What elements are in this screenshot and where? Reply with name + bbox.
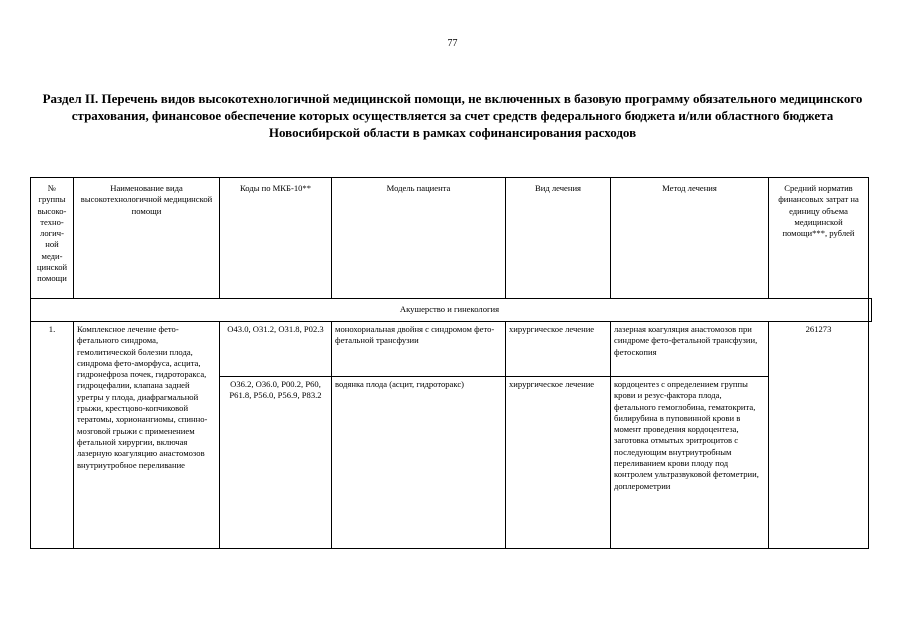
header-icd-codes: Коды по МКБ-10** — [220, 178, 332, 299]
section-title: Раздел II. Перечень видов высокотехнологичной медицинской помощи, не включенных в базовую программу обязательного медицинского страхования, финансовое обеспечение которых осуществляется за счет средств федерального бюджета и/или областного бюджета Новосибирской области в рамках софинансирования расходов — [42, 91, 863, 140]
care-type-name-cell: Комплексное лечение фето-фетального синдрома, гемолитической болезни плода, синдрома фето-аморфуса, асцита, гидронефроза почек, гидроторакса, гидроцефалии, клапана задней уретры у плода, диафрагмальной грыжи, крестцово-копчиковой тератомы, хорионангиомы, спинно-мозговой грыжи с применением фетальной хирургии, включая лазерную коагуляцию анастомозов внутриутробное переливание — [74, 322, 220, 549]
header-treatment-type: Вид лечения — [506, 178, 611, 299]
category-row — [31, 299, 869, 322]
icd-codes-cell: O43.0, O31.2, O31.8, P02.3 — [220, 322, 332, 377]
average-cost-cell: 261273 — [769, 322, 869, 549]
table-header-row — [31, 178, 869, 299]
header-patient-model: Модель пациента — [332, 178, 506, 299]
header-care-type-name: Наименование вида высокотехнологичной медицинской помощи — [74, 178, 220, 299]
hightech-care-table — [30, 177, 869, 549]
category-label: Акушерство и гинекология — [31, 299, 869, 322]
table-row — [31, 322, 869, 377]
header-group-no: № группы высоко-техно-логич-ной меди-цинской помощи — [31, 178, 74, 299]
treatment-type-cell: хирургическое лечение — [506, 322, 611, 377]
header-treatment-method: Метод лечения — [611, 178, 769, 299]
patient-model-cell: монохориальная двойня с синдромом фето-фетальной трансфузии — [332, 322, 506, 377]
treatment-type-cell: хирургическое лечение — [506, 377, 611, 549]
treatment-method-cell: лазерная коагуляция анастомозов при синдроме фето-фетальной трансфузии, фетоскопия — [611, 322, 769, 377]
page-number: 77 — [447, 38, 458, 49]
group-number-cell: 1. — [31, 322, 74, 549]
header-average-cost: Средний норматив финансовых затрат на единицу объема медицинской помощи***, рублей — [769, 178, 869, 299]
treatment-method-cell: кордоцентез с определением группы крови и резус-фактора плода, фетального гемоглобина, гематокрита, билирубина в пуповинной крови в момент проведения кордоцентеза, заготовка отмытых эритроцитов с последующим внутриутробным переливанием крови плоду под контролем ультразвуковой фетометрии, доплерометрии — [611, 377, 769, 549]
patient-model-cell: водянка плода (асцит, гидроторакс) — [332, 377, 506, 549]
icd-codes-cell: O36.2, O36.0, P00.2, P60, P61.8, P56.0, P56.9, P83.2 — [220, 377, 332, 549]
